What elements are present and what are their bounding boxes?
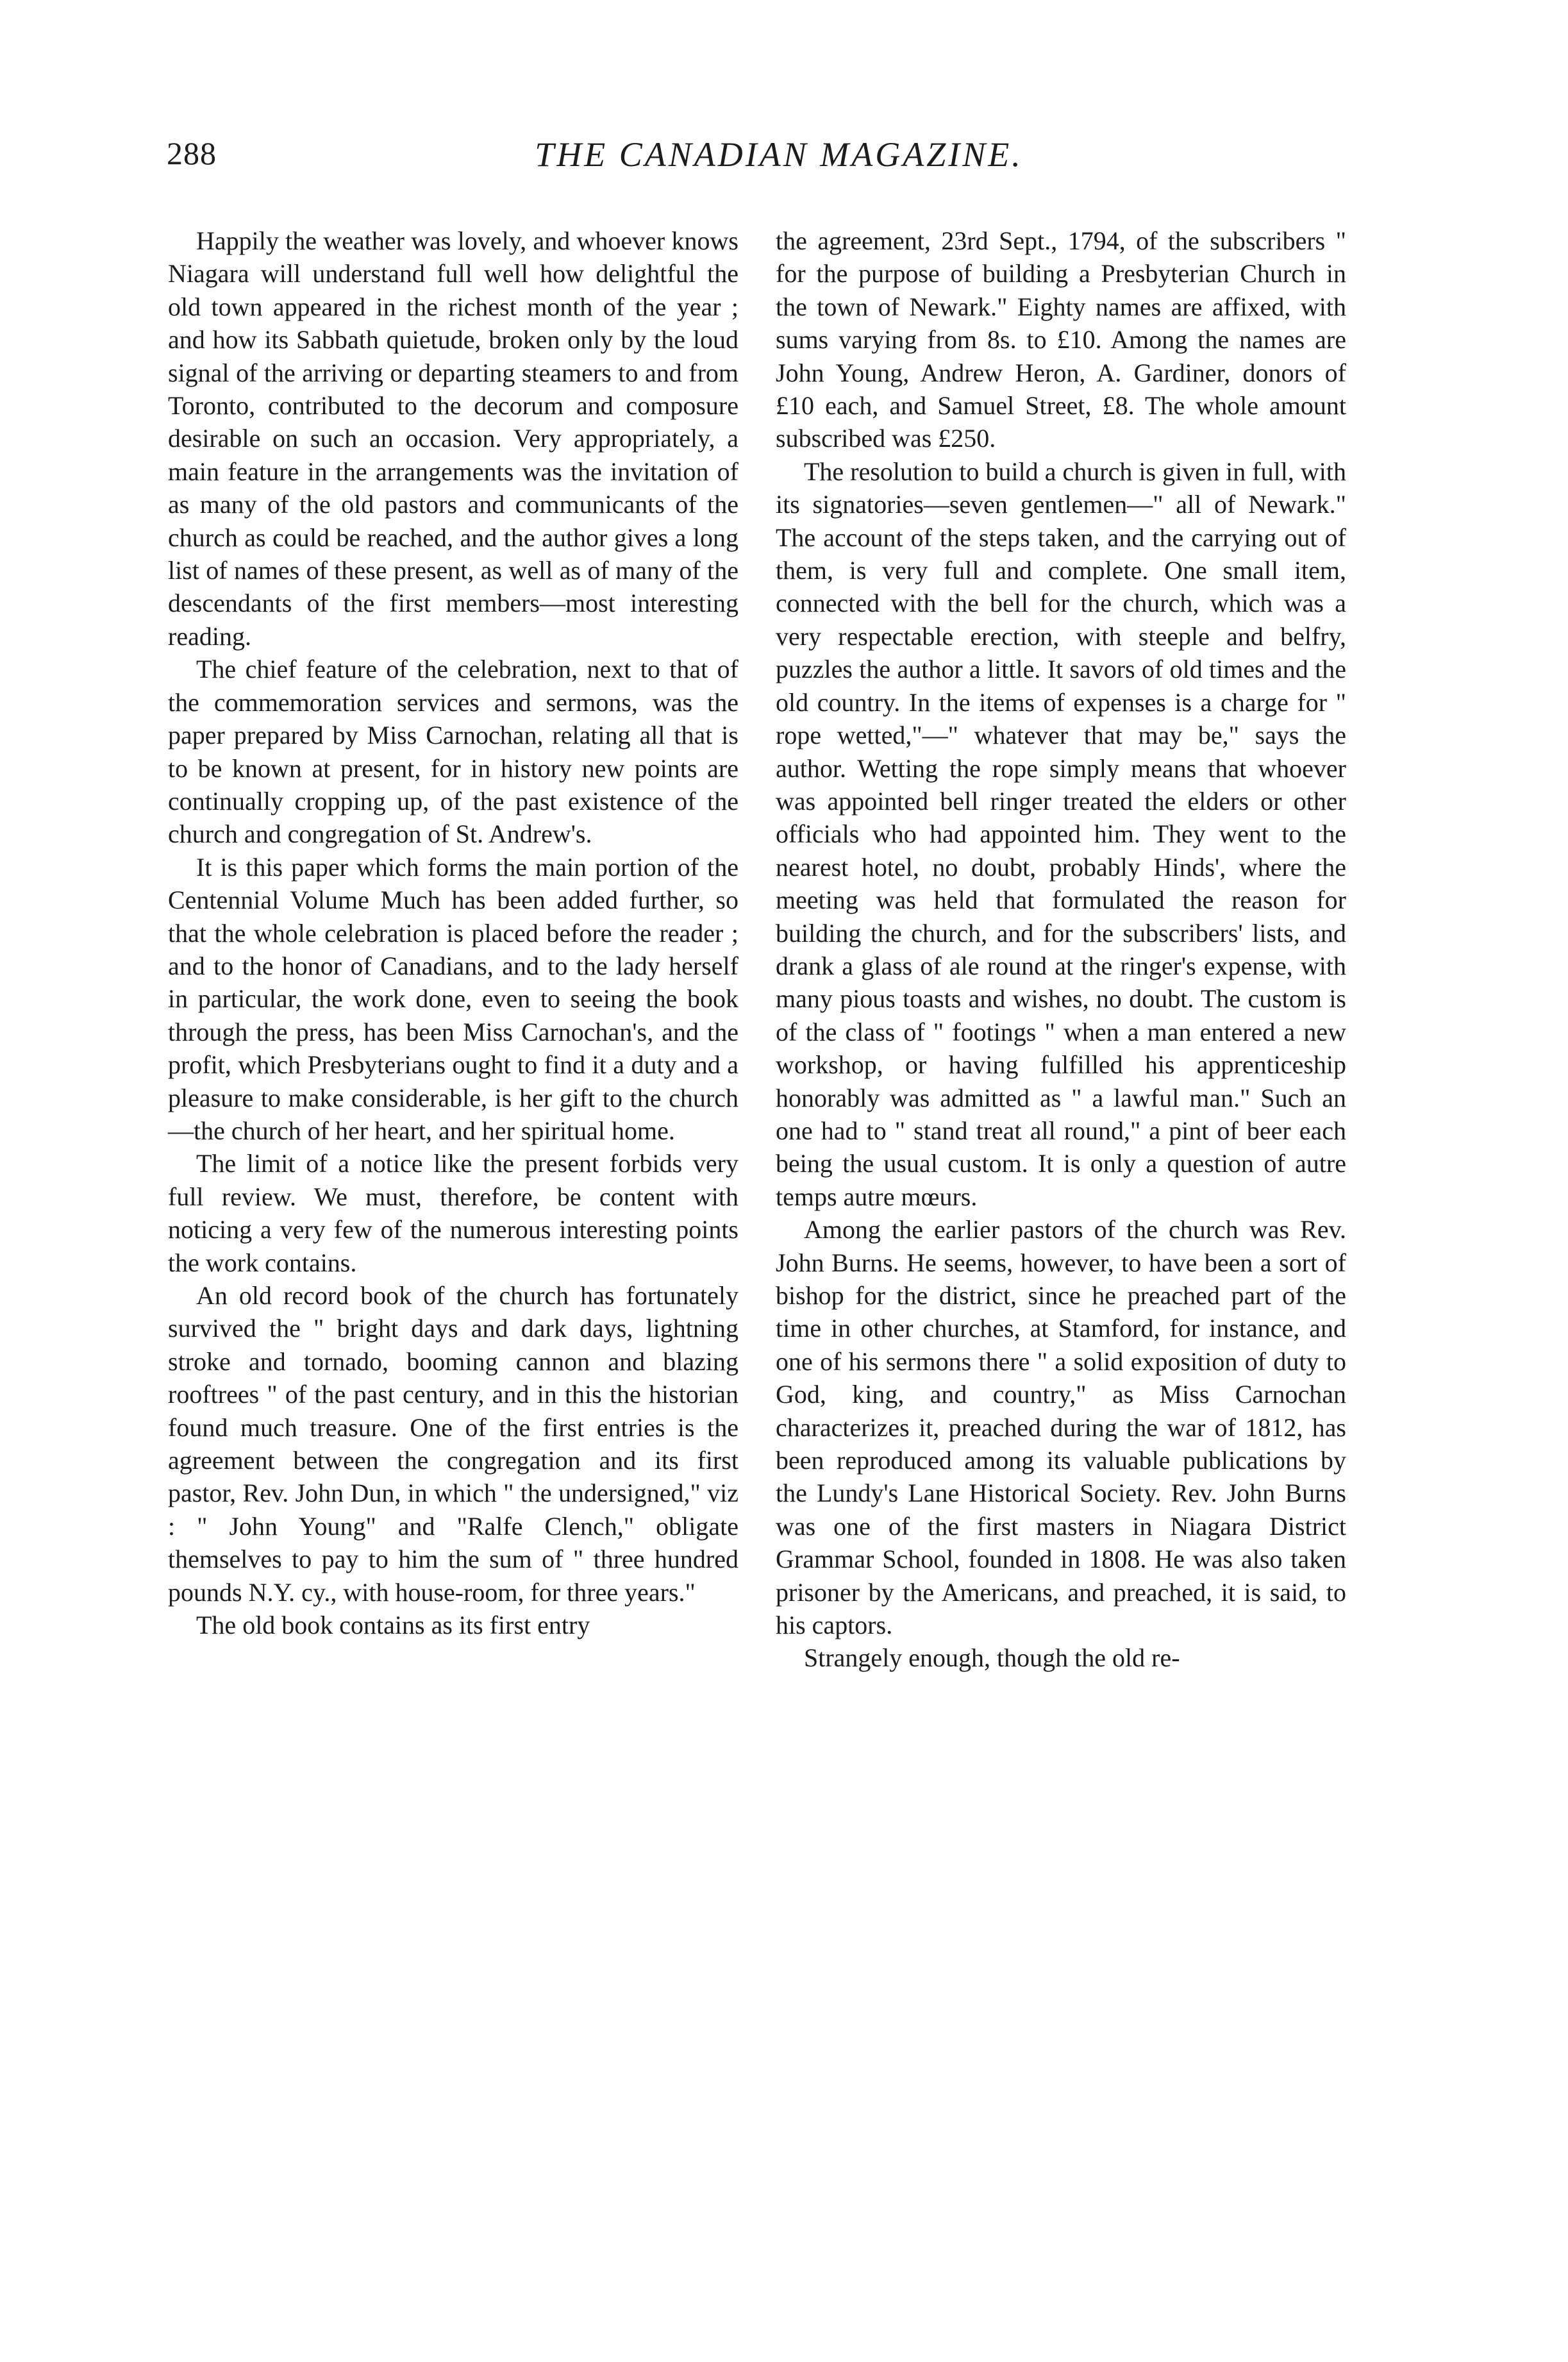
right-column [776, 224, 1346, 1675]
paragraph: An old record book of the church has fortunately survived the " bright days and dark days, lightning stroke and tornado, booming cannon and blazing rooftrees " of the past century, and in this the historian found much treasure. One of the first entries is the agreement between the congregation and its first pastor, Rev. John Dun, in which " the undersigned," viz : " John Young" and "Ralfe Clench," obligate themselves to pay to him the sum of " three hundred pounds N.Y. cy., with house-room, for three years." [168, 1281, 738, 1607]
paragraph: The old book contains as its first entry [196, 1611, 590, 1640]
paragraph: The resolution to build a church is given in full, with its signatories—seven gentlemen—" all of Newark." The account of the steps taken, and the carrying out of them, is very full and complete. One small item, connected with the bell for the church, which was a very respectable erection, with steeple and belfry, puzzles the author a little. It savors of old times and the old country. In the items of expenses is a charge for " rope wetted,"—" whatever that may be," says the author. Wetting the rope simply means that whoever was appointed bell ringer treated the elders or other officials who had appointed him. They went to the nearest hotel, no doubt, probably Hinds', where the meeting was held that formulated the reason for building the church, and for the subscribers' lists, and drank a glass of ale round at the ringer's expense, with many pious toasts and wishes, no doubt. The custom is of the class of " footings " when a man entered a new workshop, or having fulfilled his apprenticeship honorably was admitted as " a lawful man." Such an one had to " stand treat all round," a pint of beer each being the usual custom. It is only a question of autre temps autre mœurs. [776, 456, 1346, 1211]
paragraph: Among the earlier pastors of the church was Rev. John Burns. He seems, however, to have been a sort of bishop for the district, since he preached part of the time in other churches, at Stamford, for instance, and one of his sermons there " a solid exposition of duty to God, king, and country," as Miss Carnochan characterizes it, preached during the war of 1812, has been reproduced among its valuable publications by the Lundy's Lane Historical Society. Rev. John Burns was one of the first masters in Niagara District Grammar School, founded in 1808. He was also taken prisoner by the Americans, and preached, it is said, to his captors. [776, 1215, 1346, 1640]
paragraph: The limit of a notice like the present forbids very full review. We must, therefore, be content with noticing a very few of the numerous interesting points the work contains. [168, 1149, 738, 1277]
paragraph: Strangely enough, though the old re- [804, 1643, 1180, 1673]
page-number: 288 [167, 135, 217, 171]
paragraph: Happily the weather was lovely, and whoever knows Niagara will understand full well how delightful the old town appeared in the richest month of the year ; and how its Sabbath quietude, broken only by the loud signal of the arriving or departing steamers to and from Toronto, contributed to the decorum and composure desirable on such an occasion. Very appropriately, a main feature in the arrangements was the invitation of as many of the old pastors and communicants of the church as could be reached, and the author gives a long list of names of these present, as well as of many of the descendants of the first members—most interesting reading. [168, 226, 738, 651]
left-column [168, 224, 738, 1641]
running-title: THE CANADIAN MAGAZINE. [535, 135, 1023, 174]
page-header [167, 135, 1391, 186]
paragraph: The chief feature of the celebration, next to that of the commemoration services and sermons, was the paper prepared by Miss Carnochan, relating all that is to be known at present, for in history new points are continually cropping up, of the past existence of the church and congregation of St. Andrew's. [168, 655, 738, 849]
paragraph-continuation: the agreement, 23rd Sept., 1794, of the subscribers " for the purpose of building a Presbyterian Church in the town of Newark." Eighty names are affixed, with sums varying from 8s. to £10. Among the names are John Young, Andrew Heron, A. Gardiner, donors of £10 each, and Samuel Street, £8. The whole amount subscribed was £250. [776, 226, 1346, 453]
paragraph: It is this paper which forms the main portion of the Centennial Volume Much has been added further, so that the whole celebration is placed before the reader ; and to the honor of Canadians, and to the lady herself in particular, the work done, even to seeing the book through the press, has been Miss Carnochan's, and the profit, which Presbyterians ought to find it a duty and a pleasure to make considerable, is her gift to the church—the church of her heart, and her spiritual home. [168, 852, 738, 1145]
